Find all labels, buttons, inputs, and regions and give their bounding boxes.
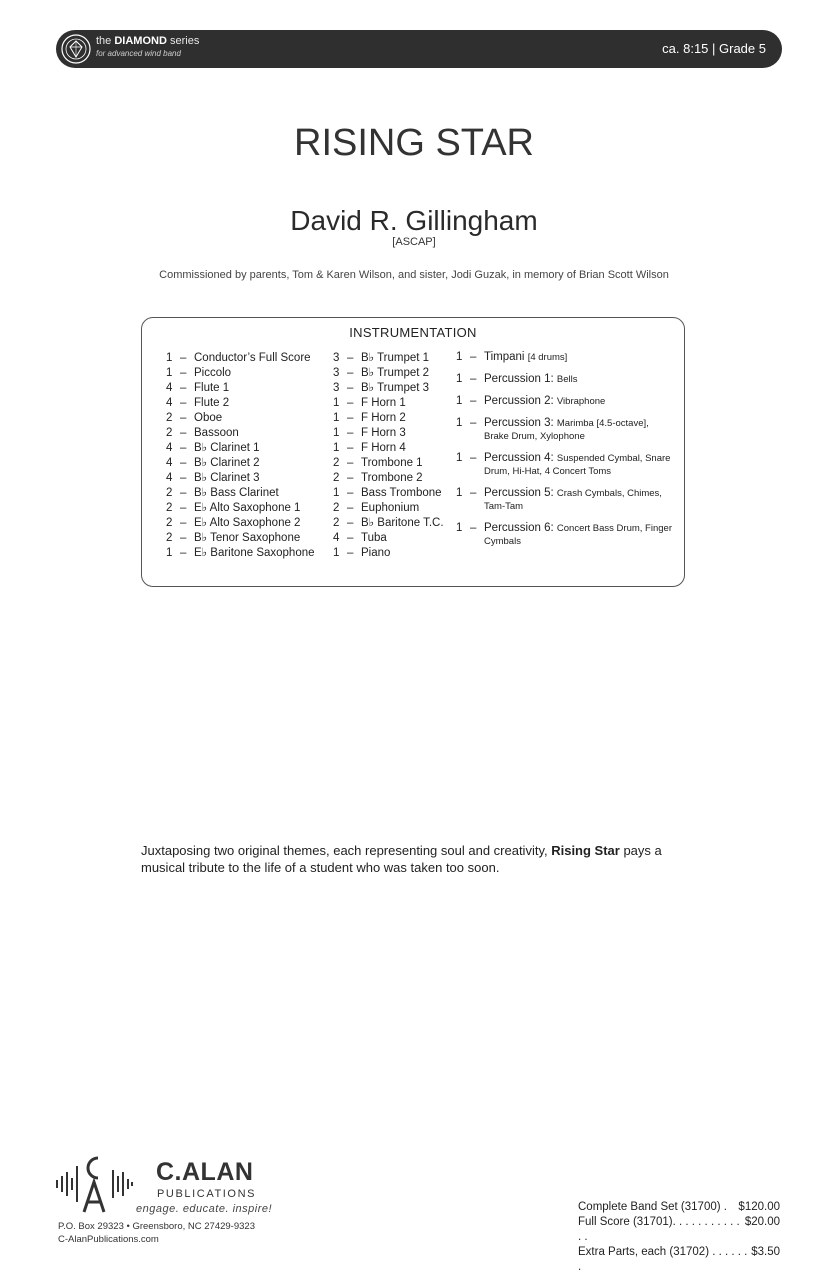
part-count: 1 <box>166 367 173 379</box>
instrument-row <box>333 531 444 546</box>
publisher-name: C.ALAN <box>156 1158 254 1186</box>
percussion-row <box>456 395 678 408</box>
instrument-name: Percussion 2: <box>484 395 554 407</box>
instrument-name: F Horn 2 <box>361 412 406 424</box>
series-label: the DIAMOND series for advanced wind band <box>96 35 200 58</box>
percussion-part <box>484 373 674 386</box>
instrument-row <box>166 501 315 516</box>
instrument-name: B♭ Trumpet 2 <box>361 367 430 379</box>
dash-separator: – <box>180 547 187 559</box>
instrument-name: B♭ Baritone T.C. <box>361 517 444 529</box>
price-label: Extra Parts, each (31702) . . . . . . . <box>578 1246 748 1273</box>
dash-separator: – <box>347 472 354 484</box>
percussion-part <box>484 522 674 548</box>
dash-separator: – <box>180 502 187 514</box>
instrument-name: B♭ Clarinet 2 <box>194 457 260 469</box>
instrument-row <box>166 441 315 456</box>
dash-separator: – <box>470 452 477 464</box>
instrument-name: B♭ Clarinet 3 <box>194 472 260 484</box>
instrument-name: Trombone 2 <box>361 472 423 484</box>
price-value: $20.00 <box>744 1216 780 1228</box>
part-count: 1 <box>456 373 463 385</box>
duration-grade: ca. 8:15 | Grade 5 <box>662 41 766 56</box>
percussion-row <box>456 487 678 513</box>
instrument-detail: Bells <box>556 374 578 385</box>
dash-separator: – <box>180 427 187 439</box>
composer-affiliation: [ASCAP] <box>392 236 436 248</box>
dash-separator: – <box>347 427 354 439</box>
instrument-name: E♭ Alto Saxophone 2 <box>194 517 301 529</box>
composer-name: David R. Gillingham <box>290 205 538 236</box>
part-count: 1 <box>333 412 340 424</box>
price-label: Complete Band Set (31700) . <box>578 1201 727 1213</box>
instrument-name: Piccolo <box>194 367 232 379</box>
part-count: 2 <box>166 502 173 514</box>
part-count: 1 <box>333 427 340 439</box>
dash-separator: – <box>347 517 354 529</box>
instrument-name: B♭ Tenor Saxophone <box>194 532 301 544</box>
instrument-name: Tuba <box>361 532 387 544</box>
instrument-row <box>166 531 315 546</box>
instrument-row <box>333 441 444 456</box>
part-count: 1 <box>333 547 340 559</box>
instrumentation-box <box>141 317 685 587</box>
instrument-name: Euphonium <box>361 502 420 514</box>
publisher-sub: PUBLICATIONS <box>157 1188 257 1200</box>
instrument-row <box>166 471 315 486</box>
part-count: 1 <box>456 522 463 534</box>
instrument-name: Trombone 1 <box>361 457 423 469</box>
instrument-row <box>166 366 315 381</box>
instrument-row <box>333 411 444 426</box>
percussion-part <box>484 452 674 478</box>
dash-separator: – <box>180 442 187 454</box>
instrument-name: Oboe <box>194 412 223 424</box>
dash-separator: – <box>470 395 477 407</box>
instrument-row <box>333 396 444 411</box>
instrument-detail: [4 drums] <box>527 352 568 363</box>
instrument-row <box>333 546 444 561</box>
part-count: 4 <box>166 382 173 394</box>
part-count: 4 <box>166 397 173 409</box>
part-count: 4 <box>166 457 173 469</box>
part-count: 3 <box>333 382 340 394</box>
instrument-name: Percussion 1: <box>484 373 554 385</box>
dash-separator: – <box>470 417 477 429</box>
instrument-name: Bassoon <box>194 427 239 439</box>
dash-separator: – <box>347 532 354 544</box>
part-count: 2 <box>166 487 173 499</box>
instrument-name: Bass Trombone <box>361 487 442 499</box>
instrument-name: Percussion 5: <box>484 487 554 499</box>
part-count: 1 <box>333 397 340 409</box>
instrument-row <box>333 426 444 441</box>
percussion-row <box>456 351 678 364</box>
part-count: 1 <box>333 487 340 499</box>
instrument-detail: Suspended Cymbal, Snare Drum, Hi-Hat, 4 Concert Toms <box>484 453 671 477</box>
dash-separator: – <box>347 382 354 394</box>
dash-separator: – <box>347 397 354 409</box>
price-list <box>578 1200 780 1275</box>
instrument-row <box>333 366 444 381</box>
series-subtitle: for advanced wind band <box>96 49 181 58</box>
dash-separator: – <box>180 382 187 394</box>
dash-separator: – <box>180 457 187 469</box>
dash-separator: – <box>347 457 354 469</box>
commission-note: Commissioned by parents, Tom & Karen Wilson, and sister, Jodi Guzak, in memory of Brian Scott Wilson <box>159 269 669 281</box>
dash-separator: – <box>347 442 354 454</box>
part-count: 2 <box>166 532 173 544</box>
instrumentation-heading: INSTRUMENTATION <box>349 325 477 340</box>
dash-separator: – <box>180 352 187 364</box>
part-count: 1 <box>456 452 463 464</box>
dash-separator: – <box>180 517 187 529</box>
instrument-detail: Marimba [4.5-octave], Brake Drum, Xylophone <box>484 418 649 442</box>
dash-separator: – <box>347 502 354 514</box>
instrument-row <box>333 471 444 486</box>
part-count: 1 <box>333 442 340 454</box>
instrument-row <box>166 486 315 501</box>
part-count: 2 <box>166 517 173 529</box>
price-row <box>578 1200 780 1215</box>
dash-separator: – <box>470 373 477 385</box>
percussion-row <box>456 452 678 478</box>
price-value: $3.50 <box>751 1246 780 1258</box>
instrument-row <box>333 456 444 471</box>
part-count: 2 <box>333 457 340 469</box>
part-count: 2 <box>166 427 173 439</box>
instrumentation-column-1 <box>166 351 315 561</box>
part-count: 2 <box>166 412 173 424</box>
instrument-name: B♭ Trumpet 1 <box>361 352 430 364</box>
instrument-name: F Horn 1 <box>361 397 406 409</box>
program-note-title: Rising Star <box>551 843 620 858</box>
publisher-website: C-AlanPublications.com <box>58 1234 159 1245</box>
instrument-detail: Concert Bass Drum, Finger Cymbals <box>484 523 672 547</box>
dash-separator: – <box>470 487 477 499</box>
diamond-series-logo-icon <box>60 33 92 65</box>
percussion-row <box>456 373 678 386</box>
part-count: 1 <box>456 417 463 429</box>
dash-separator: – <box>180 412 187 424</box>
instrument-name: B♭ Clarinet 1 <box>194 442 260 454</box>
price-value: $120.00 <box>738 1201 780 1213</box>
instrument-row <box>166 456 315 471</box>
program-note: Juxtaposing two original themes, each representing soul and creativity, Rising Star pays a musical tribute to the life of a student who was taken too soon. <box>141 843 662 875</box>
instrument-name: Timpani <box>484 351 525 363</box>
part-count: 2 <box>333 472 340 484</box>
instrument-name: E♭ Baritone Saxophone <box>194 547 315 559</box>
instrument-row <box>333 351 444 366</box>
part-count: 1 <box>456 395 463 407</box>
price-row <box>578 1215 780 1245</box>
percussion-part <box>484 417 674 443</box>
part-count: 4 <box>166 442 173 454</box>
dash-separator: – <box>180 472 187 484</box>
part-count: 1 <box>456 351 463 363</box>
instrument-name: Percussion 6: <box>484 522 554 534</box>
dash-separator: – <box>347 487 354 499</box>
instrument-row <box>166 546 315 561</box>
percussion-row <box>456 417 678 443</box>
instrument-name: Piano <box>361 547 391 559</box>
instrument-row <box>333 486 444 501</box>
dash-separator: – <box>180 532 187 544</box>
instrument-row <box>166 426 315 441</box>
instrumentation-column-2 <box>333 351 444 561</box>
instrument-name: E♭ Alto Saxophone 1 <box>194 502 301 514</box>
dash-separator: – <box>347 352 354 364</box>
instrument-name: F Horn 3 <box>361 427 406 439</box>
page-title: RISING STAR <box>294 122 534 164</box>
instrument-row <box>166 381 315 396</box>
dash-separator: – <box>180 397 187 409</box>
part-count: 3 <box>333 352 340 364</box>
instrument-row <box>166 351 315 366</box>
dash-separator: – <box>180 487 187 499</box>
part-count: 4 <box>333 532 340 544</box>
percussion-part <box>484 351 674 364</box>
part-count: 3 <box>333 367 340 379</box>
instrument-detail: Crash Cymbals, Chimes, Tam-Tam <box>484 488 662 512</box>
price-row <box>578 1245 780 1275</box>
dash-separator: – <box>470 522 477 534</box>
part-count: 1 <box>166 547 173 559</box>
percussion-part <box>484 395 674 408</box>
publisher-address: P.O. Box 29323 • Greensboro, NC 27429-9323 <box>58 1221 255 1232</box>
dash-separator: – <box>347 412 354 424</box>
instrument-row <box>333 381 444 396</box>
instrument-name: Conductor’s Full Score <box>194 352 311 364</box>
instrument-name: Flute 1 <box>194 382 230 394</box>
instrument-row <box>166 396 315 411</box>
percussion-row <box>456 522 678 548</box>
price-label: Full Score (31701). . . . . . . . . . . . . <box>578 1216 740 1243</box>
dash-separator: – <box>347 367 354 379</box>
part-count: 2 <box>333 502 340 514</box>
part-count: 1 <box>456 487 463 499</box>
instrument-name: F Horn 4 <box>361 442 406 454</box>
instrument-name: Flute 2 <box>194 397 230 409</box>
publisher-tagline: engage. educate. inspire! <box>136 1203 273 1215</box>
dash-separator: – <box>347 547 354 559</box>
part-count: 1 <box>166 352 173 364</box>
c-alan-sound-wave-logo-icon <box>54 1152 134 1216</box>
instrument-name: B♭ Bass Clarinet <box>194 487 279 499</box>
instrument-name: B♭ Trumpet 3 <box>361 382 430 394</box>
instrumentation-column-percussion <box>456 351 678 557</box>
series-header-bar <box>56 30 782 68</box>
part-count: 4 <box>166 472 173 484</box>
instrument-name: Percussion 3: <box>484 417 554 429</box>
percussion-part <box>484 487 674 513</box>
dash-separator: – <box>180 367 187 379</box>
dash-separator: – <box>470 351 477 363</box>
instrument-row <box>166 516 315 531</box>
instrument-row <box>333 501 444 516</box>
instrument-row <box>333 516 444 531</box>
instrument-name: Percussion 4: <box>484 452 554 464</box>
instrument-detail: Vibraphone <box>556 396 606 407</box>
part-count: 2 <box>333 517 340 529</box>
instrument-row <box>166 411 315 426</box>
